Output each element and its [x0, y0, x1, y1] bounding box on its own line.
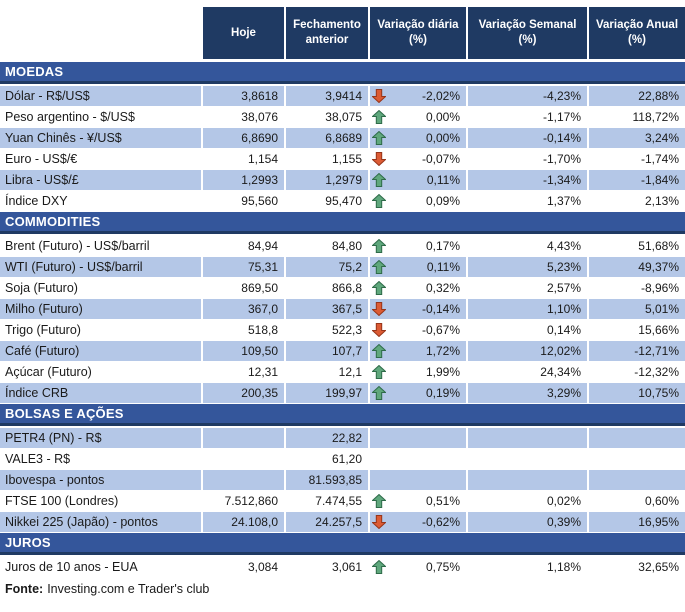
variacao-anual-value: -1,84% — [589, 170, 685, 190]
table-row — [0, 491, 685, 511]
hoje-value — [203, 470, 284, 490]
variacao-anual-value: 16,95% — [589, 512, 685, 532]
variacao-semanal-value: 12,02% — [468, 341, 587, 361]
fechamento-anterior-value: 199,97 — [286, 383, 368, 403]
row-label: Trigo (Futuro) — [5, 323, 81, 337]
variacao-anual-value: 2,13% — [644, 194, 679, 208]
row-label: WTI (Futuro) - US$/barril — [0, 257, 201, 277]
variacao-diaria-cell — [370, 512, 466, 532]
hoje-value: 1,154 — [247, 152, 278, 166]
table-row — [0, 341, 685, 361]
variacao-semanal-value: 24,34% — [540, 365, 581, 379]
variacao-semanal-value — [468, 449, 587, 469]
fechamento-anterior-value: 522,3 — [331, 323, 362, 337]
table-row — [0, 236, 685, 256]
table-row — [0, 107, 685, 127]
row-label: Índice CRB — [0, 383, 201, 403]
up-arrow-icon — [372, 110, 386, 124]
variacao-semanal-value: 2,57% — [546, 281, 581, 295]
variacao-semanal-value — [468, 428, 587, 448]
source-note — [0, 582, 685, 596]
row-label: Dólar - R$/US$ — [0, 86, 201, 106]
fechamento-anterior-value: 107,7 — [286, 341, 368, 361]
variacao-diaria-value: 0,19% — [425, 386, 460, 400]
up-arrow-icon — [372, 281, 386, 295]
variacao-diaria-value: 0,00% — [425, 131, 460, 145]
variacao-diaria-value: 0,00% — [425, 110, 460, 124]
variacao-semanal-value: 0,39% — [468, 512, 587, 532]
fechamento-anterior-value: 3,9414 — [286, 86, 368, 106]
section-header-commodities: COMMODITIES — [0, 212, 685, 234]
variacao-diaria-value: 0,17% — [425, 239, 460, 253]
variacao-anual-value: 118,72% — [632, 110, 679, 124]
variacao-diaria-cell — [370, 383, 466, 403]
table-row — [0, 278, 685, 298]
variacao-anual-value — [589, 470, 685, 490]
variacao-semanal-value: 0,14% — [546, 323, 581, 337]
column-header-variacao-semanal: Variação Semanal (%) — [468, 7, 587, 59]
hoje-value: 6,8690 — [203, 128, 284, 148]
row-label: FTSE 100 (Londres) — [5, 494, 119, 508]
variacao-anual-value: -8,96% — [640, 281, 679, 295]
row-label: Yuan Chinês - ¥/US$ — [0, 128, 201, 148]
variacao-semanal-value: -4,23% — [468, 86, 587, 106]
fechamento-anterior-value: 367,5 — [286, 299, 368, 319]
fechamento-anterior-value: 24.257,5 — [286, 512, 368, 532]
row-label: Ibovespa - pontos — [0, 470, 201, 490]
table-row — [0, 320, 685, 340]
variacao-diaria-cell — [370, 149, 466, 169]
up-arrow-icon — [372, 260, 386, 274]
source-label: Fonte: — [5, 582, 44, 596]
table-row — [0, 299, 685, 319]
variacao-diaria-value: 0,09% — [425, 194, 460, 208]
hoje-value — [203, 449, 284, 469]
fechamento-anterior-value: 866,8 — [331, 281, 362, 295]
section-header-juros: JUROS — [0, 533, 685, 555]
table-row — [0, 170, 685, 190]
variacao-semanal-value: 1,37% — [546, 194, 581, 208]
row-label: Índice DXY — [5, 194, 68, 208]
hoje-value: 38,076 — [241, 110, 278, 124]
hoje-value: 3,8618 — [203, 86, 284, 106]
hoje-value: 109,50 — [203, 341, 284, 361]
table-row — [0, 383, 685, 403]
hoje-value: 7.512,860 — [224, 494, 278, 508]
variacao-diaria-cell — [370, 320, 466, 340]
hoje-value: 75,31 — [203, 257, 284, 277]
variacao-diaria-cell — [370, 491, 466, 511]
variacao-anual-value: 51,68% — [638, 239, 679, 253]
column-header-variacao-anual: Variação Anual (%) — [589, 7, 685, 59]
hoje-value: 869,50 — [241, 281, 278, 295]
variacao-diaria-cell — [370, 470, 466, 490]
variacao-diaria-value: -0,62% — [421, 515, 460, 529]
up-arrow-icon — [372, 386, 386, 400]
up-arrow-icon — [372, 173, 386, 187]
variacao-anual-value: 22,88% — [589, 86, 685, 106]
variacao-semanal-value: -1,34% — [468, 170, 587, 190]
variacao-semanal-value: 3,29% — [468, 383, 587, 403]
row-label: Milho (Futuro) — [0, 299, 201, 319]
variacao-anual-value — [589, 449, 685, 469]
variacao-anual-value: 49,37% — [589, 257, 685, 277]
variacao-diaria-cell — [370, 341, 466, 361]
variacao-diaria-value: 0,32% — [425, 281, 460, 295]
table-header-row — [203, 7, 685, 59]
hoje-value: 24.108,0 — [203, 512, 284, 532]
down-arrow-icon — [372, 152, 386, 166]
variacao-diaria-cell — [370, 449, 466, 469]
fechamento-anterior-value: 81.593,85 — [286, 470, 368, 490]
variacao-anual-value: 32,65% — [638, 560, 679, 574]
variacao-diaria-value: -0,07% — [421, 152, 460, 166]
variacao-diaria-cell — [370, 362, 466, 382]
fechamento-anterior-value: 75,2 — [286, 257, 368, 277]
fechamento-anterior-value: 1,2979 — [286, 170, 368, 190]
fechamento-anterior-value: 95,470 — [325, 194, 362, 208]
up-arrow-icon — [372, 365, 386, 379]
variacao-diaria-value: 1,72% — [425, 344, 460, 358]
variacao-diaria-value: -2,02% — [421, 89, 460, 103]
section-header-bolsas-e-acoes: BOLSAS E AÇÕES — [0, 404, 685, 426]
table-body — [0, 62, 685, 577]
variacao-diaria-cell — [370, 299, 466, 319]
table-row — [0, 512, 685, 532]
variacao-anual-value: 15,66% — [638, 323, 679, 337]
variacao-semanal-value: -1,70% — [542, 152, 581, 166]
fechamento-anterior-value: 84,80 — [331, 239, 362, 253]
row-label: VALE3 - R$ — [5, 452, 71, 466]
column-header-fechamento-anterior: Fechamento anterior — [286, 7, 368, 59]
up-arrow-icon — [372, 494, 386, 508]
fechamento-anterior-value: 22,82 — [286, 428, 368, 448]
table-row — [0, 191, 685, 211]
row-label: Café (Futuro) — [0, 341, 201, 361]
up-arrow-icon — [372, 239, 386, 253]
fechamento-anterior-value: 3,061 — [331, 560, 362, 574]
variacao-semanal-value: 1,18% — [546, 560, 581, 574]
hoje-value: 12,31 — [247, 365, 278, 379]
row-label: Libra - US$/£ — [0, 170, 201, 190]
variacao-diaria-cell — [370, 107, 466, 127]
variacao-diaria-cell — [370, 236, 466, 256]
variacao-diaria-value: -0,67% — [421, 323, 460, 337]
down-arrow-icon — [372, 89, 386, 103]
column-header-variacao-diaria: Variação diária (%) — [370, 7, 466, 59]
down-arrow-icon — [372, 302, 386, 316]
variacao-semanal-value — [468, 470, 587, 490]
up-arrow-icon — [372, 560, 386, 574]
variacao-diaria-cell — [370, 191, 466, 211]
table-row — [0, 86, 685, 106]
variacao-diaria-value: 0,11% — [426, 260, 460, 274]
variacao-diaria-value: 1,99% — [425, 365, 460, 379]
fechamento-anterior-value: 1,155 — [331, 152, 362, 166]
fechamento-anterior-value: 12,1 — [338, 365, 362, 379]
variacao-diaria-cell — [370, 278, 466, 298]
variacao-semanal-value: 1,10% — [468, 299, 587, 319]
table-row — [0, 557, 685, 577]
table-row — [0, 449, 685, 469]
variacao-anual-value: -12,32% — [634, 365, 679, 379]
row-label: Euro - US$/€ — [5, 152, 78, 166]
row-label: Juros de 10 anos - EUA — [5, 560, 138, 574]
variacao-anual-value: 3,24% — [589, 128, 685, 148]
table-row — [0, 470, 685, 490]
row-label: Brent (Futuro) - US$/barril — [5, 239, 150, 253]
fechamento-anterior-value: 61,20 — [331, 452, 362, 466]
hoje-value: 1,2993 — [203, 170, 284, 190]
variacao-semanal-value: -0,14% — [468, 128, 587, 148]
variacao-semanal-value: 5,23% — [468, 257, 587, 277]
variacao-semanal-value: 4,43% — [546, 239, 581, 253]
variacao-diaria-cell — [370, 257, 466, 277]
table-row — [0, 149, 685, 169]
variacao-anual-value — [589, 428, 685, 448]
variacao-diaria-value: 0,11% — [426, 173, 460, 187]
hoje-value: 518,8 — [247, 323, 278, 337]
variacao-diaria-value: 0,75% — [425, 560, 460, 574]
variacao-diaria-cell — [370, 86, 466, 106]
row-label: Peso argentino - $/US$ — [5, 110, 135, 124]
row-label: Soja (Futuro) — [5, 281, 78, 295]
variacao-diaria-value: 0,51% — [425, 494, 460, 508]
table-row — [0, 257, 685, 277]
hoje-value: 200,35 — [203, 383, 284, 403]
row-label: PETR4 (PN) - R$ — [0, 428, 201, 448]
up-arrow-icon — [372, 194, 386, 208]
variacao-anual-value: -12,71% — [589, 341, 685, 361]
down-arrow-icon — [372, 515, 386, 529]
down-arrow-icon — [372, 323, 386, 337]
section-header-moedas: MOEDAS — [0, 62, 685, 84]
variacao-diaria-cell — [370, 557, 466, 577]
table-row — [0, 428, 685, 448]
variacao-semanal-value: -1,17% — [542, 110, 581, 124]
variacao-anual-value: 0,60% — [644, 494, 679, 508]
row-label: Açúcar (Futuro) — [5, 365, 92, 379]
hoje-value: 84,94 — [247, 239, 278, 253]
column-header-hoje: Hoje — [203, 7, 284, 59]
source-text: Investing.com e Trader's club — [47, 582, 210, 596]
table-row — [0, 128, 685, 148]
row-label: Nikkei 225 (Japão) - pontos — [0, 512, 201, 532]
variacao-semanal-value: 0,02% — [546, 494, 581, 508]
up-arrow-icon — [372, 131, 386, 145]
fechamento-anterior-value: 6,8689 — [286, 128, 368, 148]
fechamento-anterior-value: 7.474,55 — [315, 494, 362, 508]
variacao-diaria-cell — [370, 170, 466, 190]
fechamento-anterior-value: 38,075 — [325, 110, 362, 124]
hoje-value: 3,084 — [247, 560, 278, 574]
hoje-value — [203, 428, 284, 448]
variacao-anual-value: -1,74% — [640, 152, 679, 166]
variacao-diaria-value: -0,14% — [421, 302, 460, 316]
hoje-value: 367,0 — [203, 299, 284, 319]
table-row — [0, 362, 685, 382]
variacao-diaria-cell — [370, 428, 466, 448]
variacao-anual-value: 10,75% — [589, 383, 685, 403]
up-arrow-icon — [372, 344, 386, 358]
variacao-anual-value: 5,01% — [589, 299, 685, 319]
variacao-diaria-cell — [370, 128, 466, 148]
hoje-value: 95,560 — [241, 194, 278, 208]
